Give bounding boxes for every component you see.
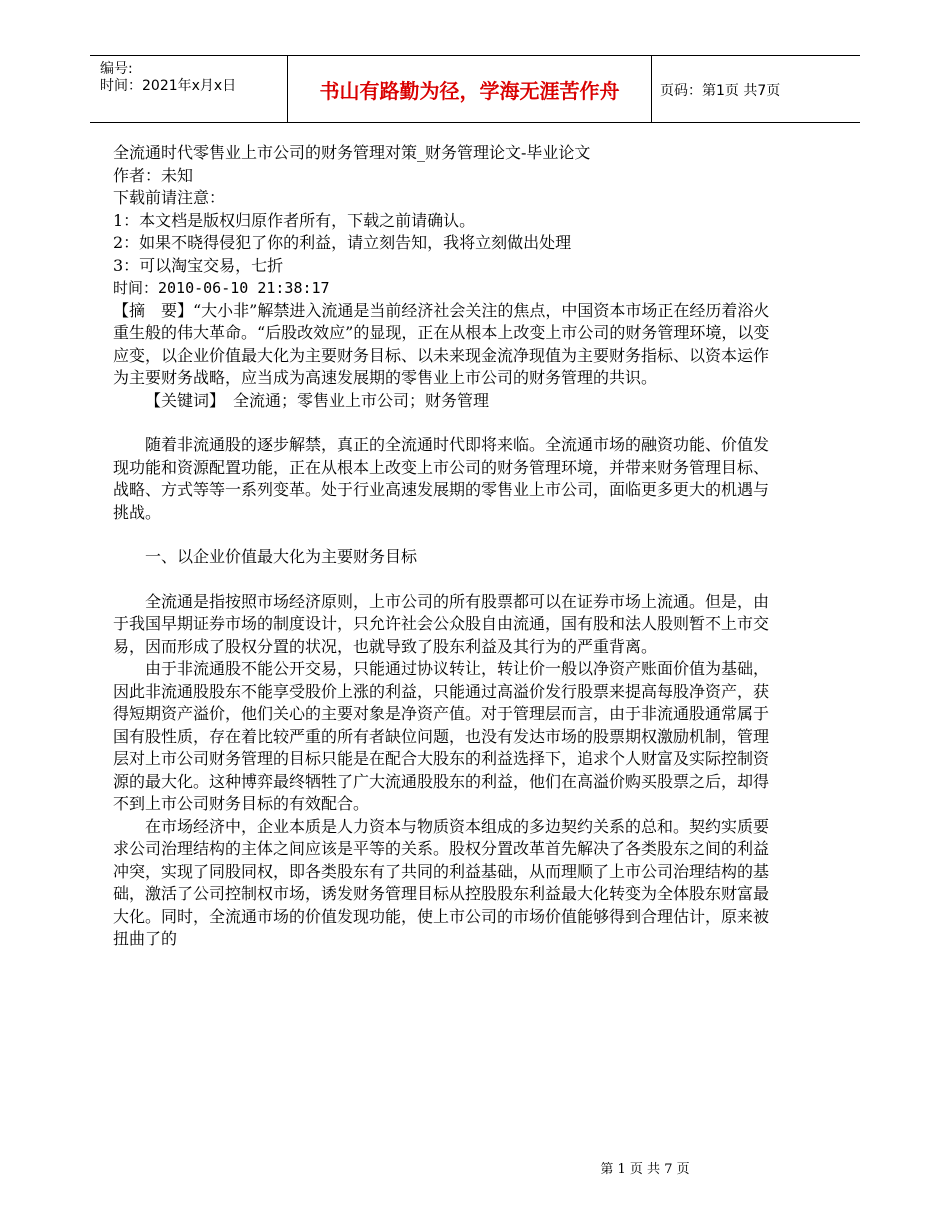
spacer — [113, 569, 773, 591]
doc-time: 时间：2010-06-10 21:38:17 — [113, 279, 330, 297]
doc-number-label: 编号: — [100, 61, 133, 77]
notice-item-1: 1：本文档是版权归原作者所有，下载之前请确认。 — [113, 210, 476, 230]
document-body — [113, 142, 773, 951]
keywords: 【关键词】 全流通；零售业上市公司；财务管理 — [145, 390, 490, 410]
header-page-label: 页码：第1页 共7页 — [660, 83, 781, 99]
header-motto: 书山有路勤为径，学海无涯苦作舟 — [287, 56, 652, 122]
notice-item-3: 3：可以淘宝交易，七折 — [113, 255, 284, 275]
paragraph-4: 在市场经济中，企业本质是人力资本与物质资本组成的多边契约关系的总和。契约实质要求公司治理结构的主体之间应该是平等的关系。股权分置改革首先解决了各类股东之间的利益冲突，实现了同股同权，即各类股东有了共同的利益基础，从而理顺了上市公司治理结构的基础，激活了公司控制权市场，诱发财务管理目标从控股股东利益最大化转变为全体股东财富最大化。同时，全流通市场的价值发现功能，使上市公司的市场价值能够得到合理估计，原来被扭曲了的 — [113, 816, 770, 948]
abstract: 【摘 要】“大小非”解禁进入流通是当前经济社会关注的焦点，中国资本市场正在经历着浴火重生般的伟大革命。“后股改效应”的显现，正在从根本上改变上市公司的财务管理环境，以变应变，以企业价值最大化为主要财务目标、以未来现金流净现值为主要财务指标、以资本运作为主要财务战略，应当成为高速发展期的零售业上市公司的财务管理的共识。 — [113, 300, 770, 387]
doc-time-label: 时间：2021年x月x日 — [100, 78, 237, 94]
doc-author: 作者：未知 — [113, 165, 194, 185]
paragraph-1: 随着非流通股的逐步解禁，真正的全流通时代即将来临。全流通市场的融资功能、价值发现功能和资源配置功能，正在从根本上改变上市公司的财务管理环境，并带来财务管理目标、战略、方式等等一系列变革。处于行业高速发展期的零售业上市公司，面临更多更大的机遇与挑战。 — [113, 435, 770, 522]
spacer — [113, 524, 773, 546]
page-header — [90, 55, 860, 123]
section-heading-1: 一、以企业价值最大化为主要财务目标 — [145, 547, 418, 566]
notice-title: 下载前请注意： — [113, 188, 226, 207]
notice-item-2: 2：如果不晓得侵犯了你的利益，请立刻告知，我将立刻做出处理 — [113, 233, 572, 252]
paragraph-3: 由于非流通股不能公开交易，只能通过协议转让，转让价一般以净资产账面价值为基础，因此非流通股股东不能享受股价上涨的利益，只能通过高溢价发行股票来提高每股净资产，获得短期资产溢价，他们关心的主要对象是净资产值。对于管理层而言，由于非流通股通常属于国有股性质，存在着比较严重的所有者缺位问题，也没有发达市场的股票期权激励机制，管理层对上市公司财务管理的目标只能是在配合大股东的利益选择下，追求个人财富及实际控制资源的最大化。这种博弈最终牺牲了广大流通股股东的利益，他们在高溢价购买股票之后，却得不到上市公司财务目标的有效配合。 — [113, 659, 770, 813]
doc-title: 全流通时代零售业上市公司的财务管理对策_财务管理论文-毕业论文 — [113, 143, 591, 162]
spacer — [113, 412, 773, 434]
paragraph-2: 全流通是指按照市场经济原则，上市公司的所有股票都可以在证券市场上流通。但是，由于我国早期证券市场的制度设计，只允许社会公众股自由流通，国有股和法人股则暂不上市交易，因而形成了股权分置的状况，也就导致了股东利益及其行为的严重背离。 — [113, 591, 770, 656]
page-footer: 第 1 页 共 7 页 — [600, 1162, 690, 1177]
header-left — [100, 61, 236, 95]
